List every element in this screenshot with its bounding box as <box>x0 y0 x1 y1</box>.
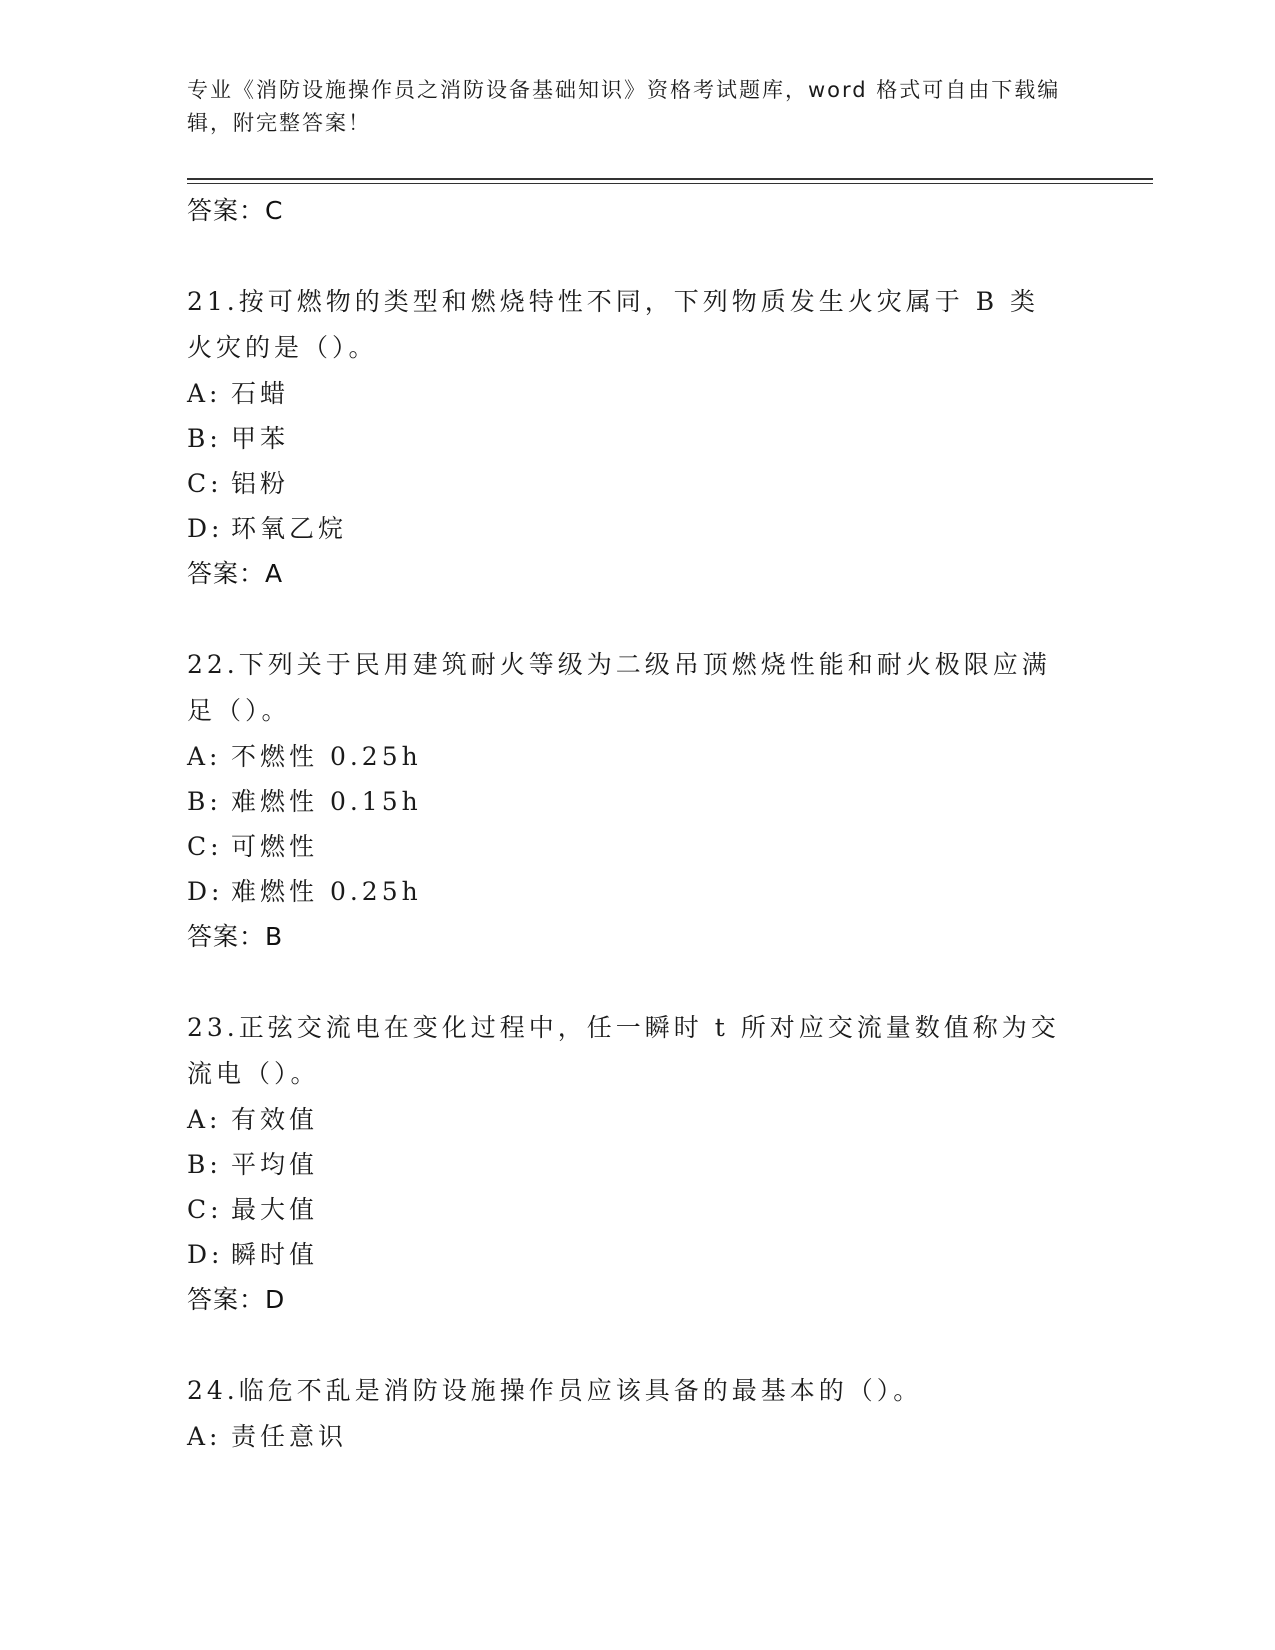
option-d <box>187 1232 1087 1277</box>
option-key: B: <box>187 1150 222 1179</box>
option-text: 环氧乙烷 <box>231 514 348 543</box>
option-a <box>187 1097 1087 1142</box>
option-text: 难燃性 0.25h <box>231 877 422 906</box>
option-key: B: <box>187 424 222 453</box>
option-c <box>187 824 1087 869</box>
question-text: 21.按可燃物的类型和燃烧特性不同，下列物质发生火灾属于 B 类火灾的是（）。 <box>187 287 1040 362</box>
option-key: A: <box>187 1105 222 1134</box>
option-c <box>187 1187 1087 1232</box>
question-23 <box>187 1005 1087 1323</box>
question-24 <box>187 1368 1087 1459</box>
option-text: 有效值 <box>231 1105 319 1134</box>
header-divider-thin <box>187 183 1153 184</box>
option-key: C: <box>187 832 223 861</box>
option-d <box>187 506 1087 551</box>
answer-line: 答案：A <box>187 559 284 588</box>
option-a <box>187 734 1087 779</box>
option-text: 最大值 <box>231 1195 319 1224</box>
question-22 <box>187 642 1087 960</box>
option-d <box>187 869 1087 914</box>
option-text: 平均值 <box>231 1150 319 1179</box>
option-a <box>187 371 1087 416</box>
option-c <box>187 461 1087 506</box>
option-text: 可燃性 <box>231 832 319 861</box>
answer-line: 答案：C <box>187 196 284 225</box>
option-b <box>187 779 1087 824</box>
question-text: 23.正弦交流电在变化过程中，任一瞬时 t 所对应交流量数值称为交流电（）。 <box>187 1013 1060 1088</box>
option-text: 难燃性 0.15h <box>231 787 422 816</box>
option-a <box>187 1414 1087 1459</box>
option-text: 石蜡 <box>231 379 290 408</box>
header-divider-thick <box>187 178 1153 180</box>
question-list <box>187 188 1087 1459</box>
option-text: 瞬时值 <box>231 1240 319 1269</box>
option-b <box>187 416 1087 461</box>
option-key: D: <box>187 514 224 543</box>
question-text: 24.临危不乱是消防设施操作员应该具备的最基本的（）。 <box>187 1376 923 1405</box>
option-key: B: <box>187 787 222 816</box>
option-text: 责任意识 <box>231 1422 348 1451</box>
option-key: A: <box>187 1422 222 1451</box>
option-key: A: <box>187 742 222 771</box>
answer-line: 答案：D <box>187 1285 286 1314</box>
option-key: D: <box>187 1240 224 1269</box>
option-b <box>187 1142 1087 1187</box>
answer-line: 答案：B <box>187 922 284 951</box>
question-21 <box>187 279 1087 597</box>
option-key: A: <box>187 379 222 408</box>
option-text: 甲苯 <box>231 424 290 453</box>
option-key: C: <box>187 469 223 498</box>
option-text: 铝粉 <box>231 469 290 498</box>
document-header: 专业《消防设施操作员之消防设备基础知识》资格考试题库，word 格式可自由下载编辑，附完整答案！ <box>187 78 1061 135</box>
option-key: C: <box>187 1195 223 1224</box>
question-text: 22.下列关于民用建筑耐火等级为二级吊顶燃烧性能和耐火极限应满足（）。 <box>187 650 1051 725</box>
option-text: 不燃性 0.25h <box>231 742 422 771</box>
option-key: D: <box>187 877 224 906</box>
